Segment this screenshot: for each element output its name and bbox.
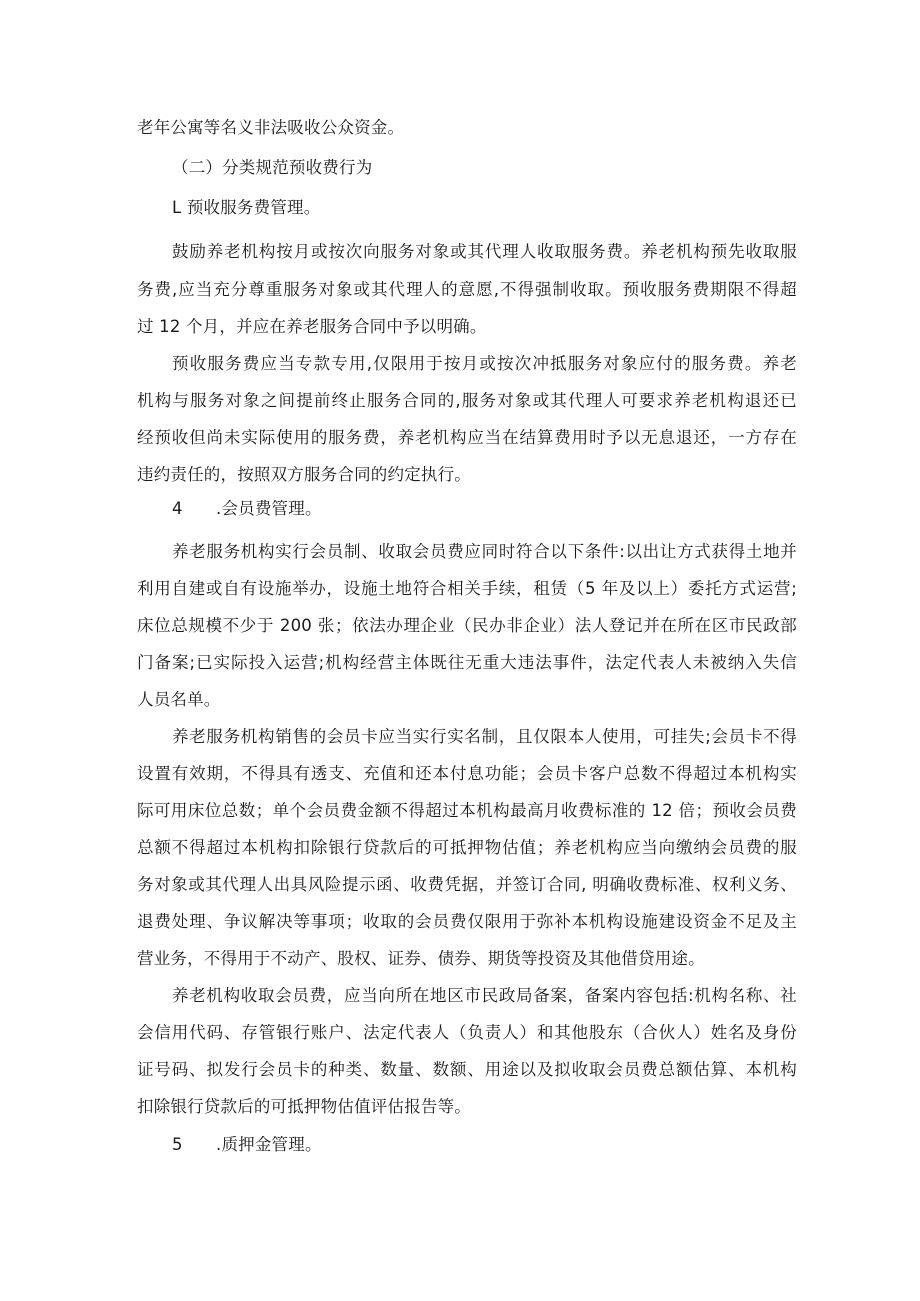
paragraph-5-line-1: 养老机构收取会员费，应当向所在地区市民政局备案，备案内容包括:机构名称、社 bbox=[172, 986, 797, 1005]
paragraph-4-line-5: 务对象或其代理人出具风险提示函、收费凭据，并签订合同, 明确收费标准、权利义务、 bbox=[137, 875, 797, 894]
paragraph-4-line-1: 养老服务机构销售的会员卡应当实行实名制，且仅限本人使用，可挂失;会员卡不得 bbox=[172, 727, 797, 746]
paragraph-4-line-2: 设置有效期，不得具有透支、充值和还本付息功能；会员卡客户总数不得超过本机构实 bbox=[137, 764, 797, 783]
paragraph-3-line-2: 利用自建或自有设施举办，设施土地符合相关手续，租赁（5 年及以上）委托方式运营; bbox=[137, 579, 797, 598]
paragraph-1-line-1: 鼓励养老机构按月或按次向服务对象或其代理人收取服务费。养老机构预先收取服 bbox=[172, 242, 797, 261]
paragraph-4-line-3: 际可用床位总数；单个会员费金额不得超过本机构最高月收费标准的 12 倍；预收会员费 bbox=[137, 801, 797, 820]
paragraph-2-line-3: 经预收但尚未实际使用的服务费，养老机构应当在结算费用时予以无息退还，一方存在 bbox=[137, 428, 797, 447]
paragraph-4-line-4: 总额不得超过本机构扣除银行贷款后的可抵押物估值；养老机构应当向缴纳会员费的服 bbox=[137, 838, 797, 857]
paragraph-4-line-6: 退费处理、争议解决等事项；收取的会员费仅限用于弥补本机构设施建设资金不足及主 bbox=[137, 912, 797, 931]
paragraph-3-line-3: 床位总规模不少于 200 张；依法办理企业（民办非企业）法人登记并在所在区市民政部 bbox=[137, 616, 797, 635]
subheading-membership-fee bbox=[172, 498, 797, 520]
paragraph-5-line-2: 会信用代码、存管银行账户、法定代表人（负责人）和其他股东（合伙人）姓名及身份 bbox=[137, 1023, 797, 1042]
paragraph-5-line-4: 扣除银行贷款后的可抵押物估值评估报告等。 bbox=[137, 1097, 471, 1116]
paragraph-1-line-3: 过 12 个月，并应在养老服务合同中予以明确。 bbox=[137, 317, 487, 336]
section-heading-2: （二）分类规范预收费行为 bbox=[172, 158, 373, 177]
paragraph-3-line-4: 门备案;已实际投入运营;机构经营主体既往无重大违法事件，法定代表人未被纳入失信 bbox=[137, 653, 797, 672]
paragraph-2-line-4: 违约责任的，按照双方服务合同的约定执行。 bbox=[137, 465, 471, 484]
paragraph-3-line-1: 养老服务机构实行会员制、收取会员费应同时符合以下条件:以出让方式获得土地并 bbox=[172, 542, 797, 561]
subheading-prepaid-service-fee: L 预收服务费管理。 bbox=[172, 198, 321, 217]
paragraph-5-line-3: 证号码、拟发行会员卡的种类、数量、数额、用途以及拟收取会员费总额估算、本机构 bbox=[137, 1060, 797, 1079]
subheading-text: .会员费管理。 bbox=[216, 499, 322, 518]
paragraph-3-line-5: 人员名单。 bbox=[137, 690, 221, 709]
subheading-number: 4 bbox=[172, 499, 183, 518]
paragraph-2-line-1: 预收服务费应当专款专用,仅限用于按月或按次冲抵服务对象应付的服务费。养老 bbox=[172, 354, 797, 373]
paragraph-2-line-2: 机构与服务对象之间提前终止服务合同的,服务对象或其代理人可要求养老机构退还已 bbox=[137, 391, 797, 410]
subheading-text: .质押金管理。 bbox=[216, 1135, 322, 1154]
text-line-1: 老年公寓等名义非法吸收公众资金。 bbox=[137, 118, 405, 137]
paragraph-1-line-2: 务费,应当充分尊重服务对象或其代理人的意愿,不得强制收取。预收服务费期限不得超 bbox=[137, 280, 797, 299]
subheading-deposit bbox=[172, 1134, 797, 1156]
paragraph-4-line-7: 营业务，不得用于不动产、股权、证券、债券、期货等投资及其他借贷用途。 bbox=[137, 949, 705, 968]
subheading-number: 5 bbox=[172, 1135, 183, 1154]
